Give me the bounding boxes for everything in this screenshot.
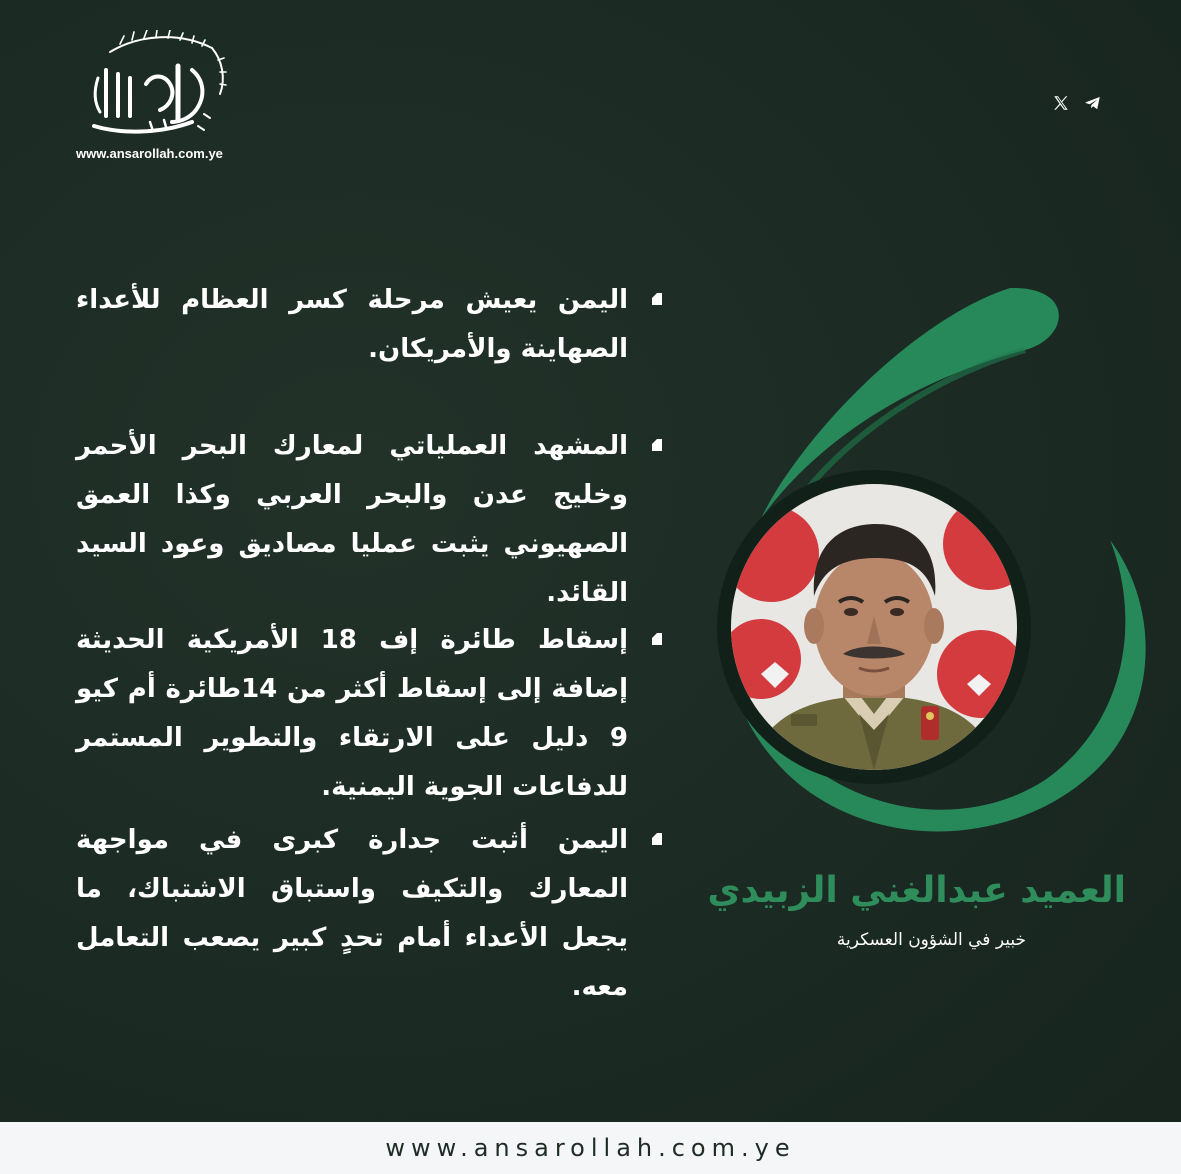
telegram-icon[interactable] <box>1084 94 1102 112</box>
quote-bullet-icon <box>648 436 666 454</box>
portrait-illustration <box>731 484 1017 770</box>
portrait-frame <box>717 470 1031 784</box>
person-role: خبير في الشؤون العسكرية <box>836 930 1026 950</box>
footer-website-url[interactable]: www.ansarollah.com.ye <box>385 1134 796 1162</box>
x-icon[interactable] <box>1052 94 1070 112</box>
footer-bar <box>0 1122 1181 1174</box>
social-icons <box>1052 94 1102 112</box>
quote-bullet-icon <box>648 830 666 848</box>
point-text: اليمن يعيش مرحلة كسر العظام للأعداء الصهاينة والأمريكان. <box>76 285 628 364</box>
list-item <box>76 422 666 618</box>
person-name: العميد عبدالغني الزبيدي <box>707 870 1126 911</box>
quote-bullet-icon <box>648 290 666 308</box>
quote-bullet-icon <box>648 630 666 648</box>
point-text: اليمن أثبت جدارة كبرى في مواجهة المعارك والتكيف واستباق الاشتباك، ما يجعل الأعداء أمام تحدٍ كبير يصعب التعامل معه. <box>76 825 628 1002</box>
ansarollah-calligraphy-logo <box>80 30 230 142</box>
list-item <box>76 616 666 812</box>
point-text: إسقاط طائرة إف 18 الأمريكية الحديثة إضافة إلى إسقاط أكثر من 14طائرة أم كيو 9 دليل على الارتقاء والتطوير المستمر للدفاعات الجوية اليمنية. <box>76 625 628 802</box>
brand-logo <box>72 30 242 170</box>
list-item <box>76 816 666 1012</box>
point-text: المشهد العملياتي لمعارك البحر الأحمر وخليج عدن والبحر العربي وكذا العمق الصهيوني يثبت عمليا مصاديق وعود السيد القائد. <box>76 431 628 608</box>
list-item <box>76 276 666 374</box>
logo-website-url: www.ansarollah.com.ye <box>76 146 223 161</box>
portrait-photo <box>731 484 1017 770</box>
